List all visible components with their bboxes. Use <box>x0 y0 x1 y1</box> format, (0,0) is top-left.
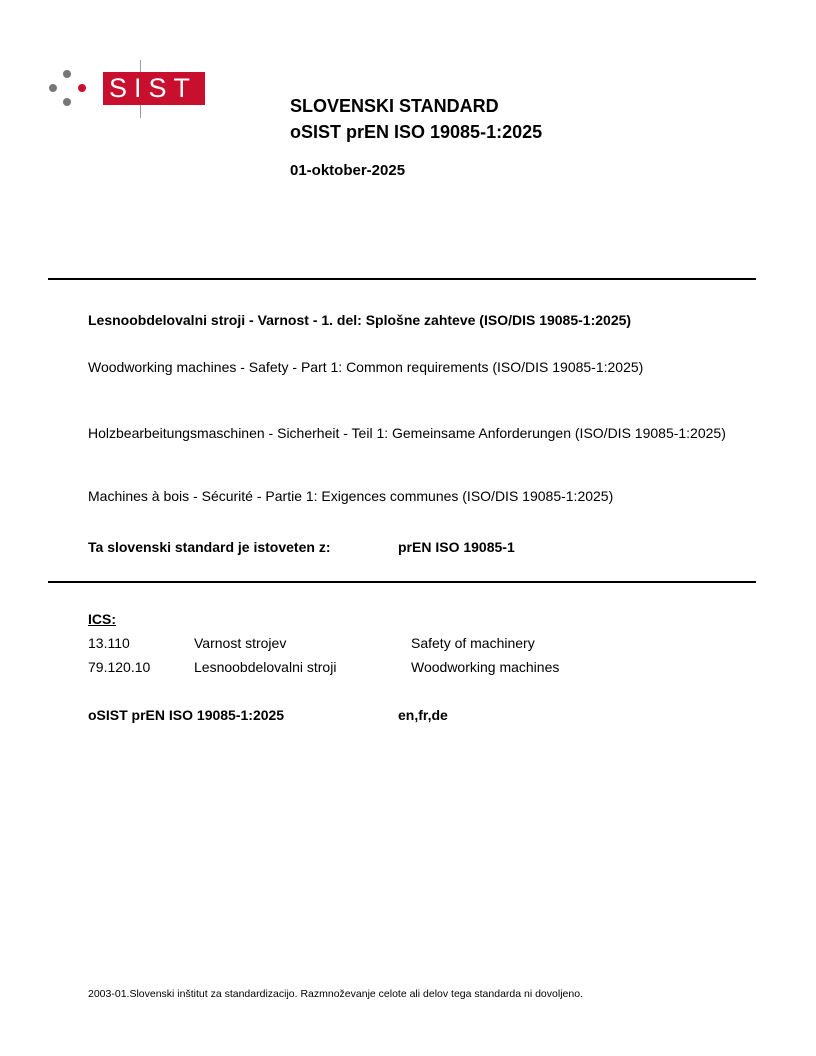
ics-english: Safety of machinery <box>411 635 535 651</box>
divider-bottom <box>48 581 756 583</box>
logo-dot-icon <box>63 70 71 78</box>
ics-english: Woodworking machines <box>411 659 560 675</box>
ics-slovenian: Varnost strojev <box>194 635 287 651</box>
standard-type: SLOVENSKI STANDARD <box>290 96 499 116</box>
title-english: Woodworking machines - Safety - Part 1: Common requirements (ISO/DIS 19085-1:2025) <box>88 359 644 375</box>
doc-languages: en,fr,de <box>398 707 448 723</box>
title-slovenian: Lesnoobdelovalni stroji - Varnost - 1. del: Splošne zahteve (ISO/DIS 19085-1:2025) <box>88 312 632 328</box>
ics-slovenian: Lesnoobdelovalni stroji <box>194 659 337 675</box>
logo-dot-icon <box>49 84 57 92</box>
standard-date: 01-oktober-2025 <box>290 162 406 179</box>
ics-heading: ICS: <box>88 611 116 627</box>
divider-top <box>48 278 756 280</box>
doc-code: oSIST prEN ISO 19085-1:2025 <box>88 707 285 723</box>
ics-code: 79.120.10 <box>88 659 151 675</box>
copyright-footer: 2003-01.Slovenski inštitut za standardizacijo. Razmnoževanje celote ali delov tega standarda ni dovoljeno. <box>88 988 583 1000</box>
logo-dot-accent-icon <box>78 84 86 92</box>
title-german: Holzbearbeitungsmaschinen - Sicherheit - Teil 1: Gemeinsame Anforderungen (ISO/DIS 19085-1:2025) <box>88 425 726 441</box>
logo-wordmark: SIST <box>103 72 205 105</box>
identical-label: Ta slovenski standard je istoveten z: <box>88 539 331 555</box>
title-french: Machines à bois - Sécurité - Partie 1: Exigences communes (ISO/DIS 19085-1:2025) <box>88 488 614 504</box>
ics-code: 13.110 <box>88 635 130 651</box>
standard-code: oSIST prEN ISO 19085-1:2025 <box>290 122 543 142</box>
identical-value: prEN ISO 19085-1 <box>398 539 515 555</box>
logo-dot-icon <box>63 98 71 106</box>
